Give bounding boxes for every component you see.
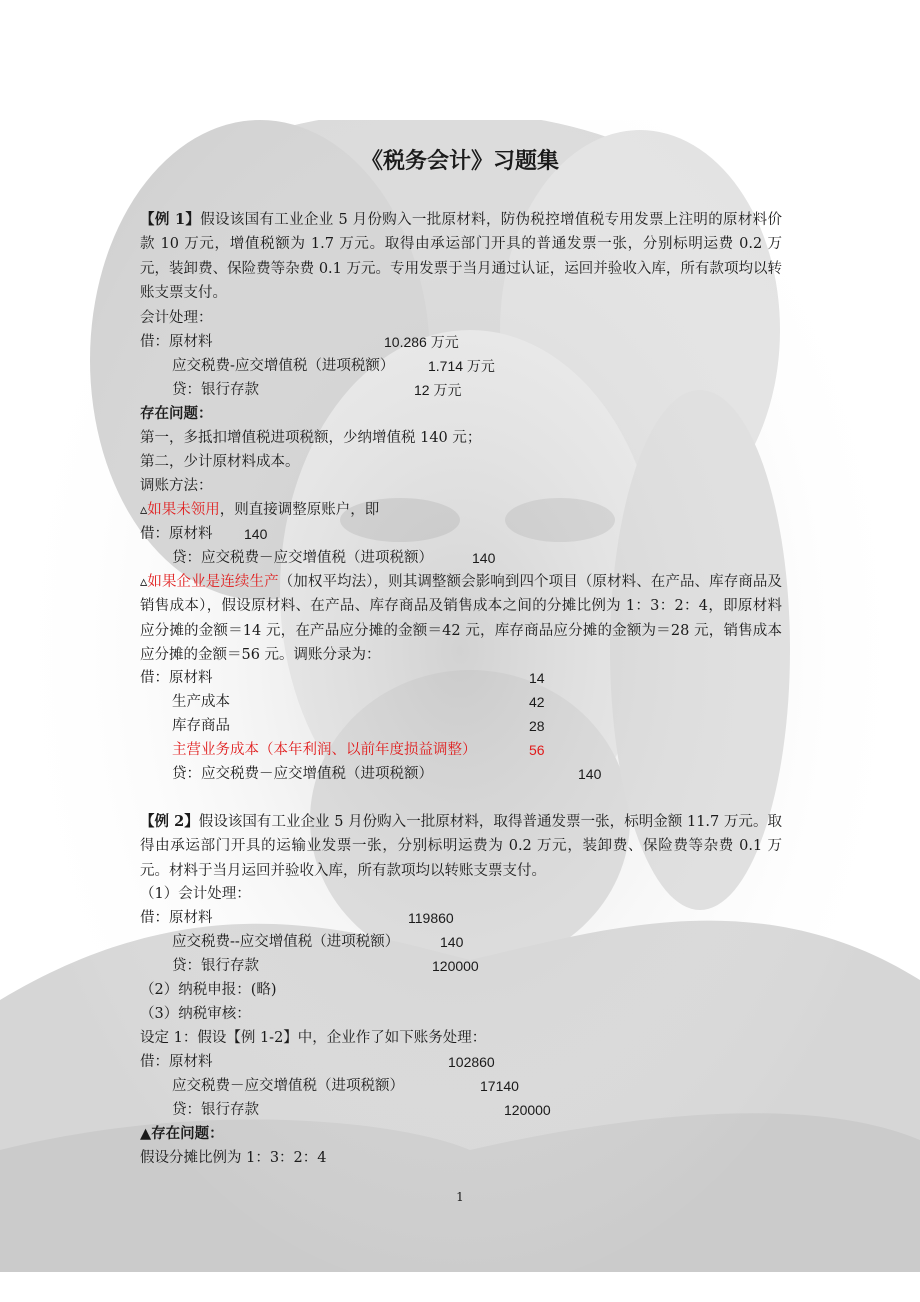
entry-label: 借：原材料 (140, 670, 213, 686)
page-number: 1 (456, 1190, 464, 1204)
problem-1: 第一，多抵扣增值税进项税额，少纳增值税 140 元； (140, 430, 482, 446)
problem-heading-2: ▲存在问题： (140, 1125, 224, 1142)
case-2-rest: （加权平均法），则其调整额会影响到四个项目（原材料、在产品、库存商品及销售成本），假设原材料、在产品、库存商品及销售成本之间的分摊比例为 1：3：2：4，即原材料应分摊的金额＝14 元，在产品应分摊的金额＝42 元，库存商品应分摊的金额为＝28 元，销售成本应分摊的金额＝56 元。调账分录为： (140, 574, 783, 664)
case-1-condition: 如果未领用 (147, 502, 220, 518)
adjust-debit-amount: 140 (244, 526, 268, 542)
example-1-tag: 【例 1】 (140, 211, 201, 228)
adjust-credit-amount: 140 (472, 550, 496, 566)
entry-label: 生产成本 (172, 694, 230, 710)
credit-line: 贷：银行存款 (172, 1102, 259, 1118)
adjust-method-label: 调账方法： (140, 478, 213, 494)
entry-amount: 28 (529, 718, 545, 734)
credit-line-1: 贷：银行存款 (172, 382, 259, 398)
example-2-tag: 【例 2】 (140, 813, 199, 830)
example-2-paragraph (140, 810, 782, 883)
case-1-rest: ，则直接调整原账户，即 (219, 502, 380, 518)
document-title: 《税务会计》习题集 (360, 149, 559, 174)
triangle-icon: ▵ (140, 574, 148, 590)
adjust-credit-line: 贷：应交税费－应交增值税（进项税额） (172, 550, 433, 566)
triangle-icon: ▵ (140, 502, 148, 518)
debit-line: 应交税费--应交增值税（进项税额） (172, 934, 400, 950)
step-1-label: （1）会计处理： (140, 886, 251, 902)
adjust-debit-line: 借：原材料 (140, 526, 213, 542)
debit-line: 借：原材料 (140, 910, 213, 926)
example-1-text: 假设该国有工业企业 5 月份购入一批原材料，防伪税控增值税专用发票上注明的原材料价款 10 万元，增值税额为 1.7 万元。取得由承运部门开具的普通发票一张，分别标明运费 0.2 万元，装卸费、保险费等杂费 0.1 万元。专用发票于当月通过认证，运回并验收入库，所有款项均以转账支票支付。 (140, 212, 782, 302)
entry-amount: 140 (578, 766, 602, 782)
entry-label: 贷：应交税费－应交增值税（进项税额） (172, 766, 433, 782)
step-3-label: （3）纳税审核： (140, 1006, 251, 1022)
example-2-text: 假设该国有工业企业 5 月份购入一批原材料，取得普通发票一张，标明金额 11.7 万元。取得由承运部门开具的运输业发票一张，分别标明运费为 0.2 万元，装卸费、保险费等杂费 0.1 万元。材料于当月运回并验收入库，所有款项均以转账支票支付。 (140, 814, 782, 879)
debit-line-2: 应交税费-应交增值税（进项税额） (172, 358, 395, 374)
example-1-paragraph (140, 208, 782, 306)
case-1-line (140, 498, 379, 522)
debit-amount-1: 10.286 万元 (384, 334, 459, 350)
debit-amount: 102860 (448, 1054, 495, 1070)
debit-amount: 119860 (408, 910, 454, 926)
case-2-paragraph (140, 570, 782, 668)
debit-amount: 17140 (480, 1078, 519, 1094)
step-2-label: （2）纳税申报：(略) (140, 982, 277, 998)
credit-line: 贷：银行存款 (172, 958, 259, 974)
entry-amount: 56 (529, 742, 545, 758)
debit-line: 借：原材料 (140, 1054, 213, 1070)
credit-amount: 120000 (432, 958, 479, 974)
debit-line-1: 借：原材料 (140, 334, 213, 350)
assumption-line: 设定 1：假设【例 1-2】中，企业作了如下账务处理： (140, 1030, 487, 1046)
entry-amount: 14 (529, 670, 545, 686)
debit-line: 应交税费－应交增值税（进项税额） (172, 1078, 404, 1094)
problem-2: 第二，少计原材料成本。 (140, 454, 300, 470)
accounting-label: 会计处理： (140, 310, 213, 326)
ratio-line: 假设分摊比例为 1：3：2：4 (140, 1150, 327, 1166)
entry-label: 主营业务成本（本年利润、以前年度损益调整） (172, 742, 477, 758)
case-2-condition: 如果企业是连续生产 (147, 574, 279, 590)
problem-heading: 存在问题： (140, 405, 213, 422)
debit-amount-2: 1.714 万元 (428, 358, 495, 374)
entry-label: 库存商品 (172, 718, 230, 734)
debit-amount: 140 (440, 934, 464, 950)
credit-amount-1: 12 万元 (414, 382, 462, 398)
entry-amount: 42 (529, 694, 545, 710)
credit-amount: 120000 (504, 1102, 551, 1118)
